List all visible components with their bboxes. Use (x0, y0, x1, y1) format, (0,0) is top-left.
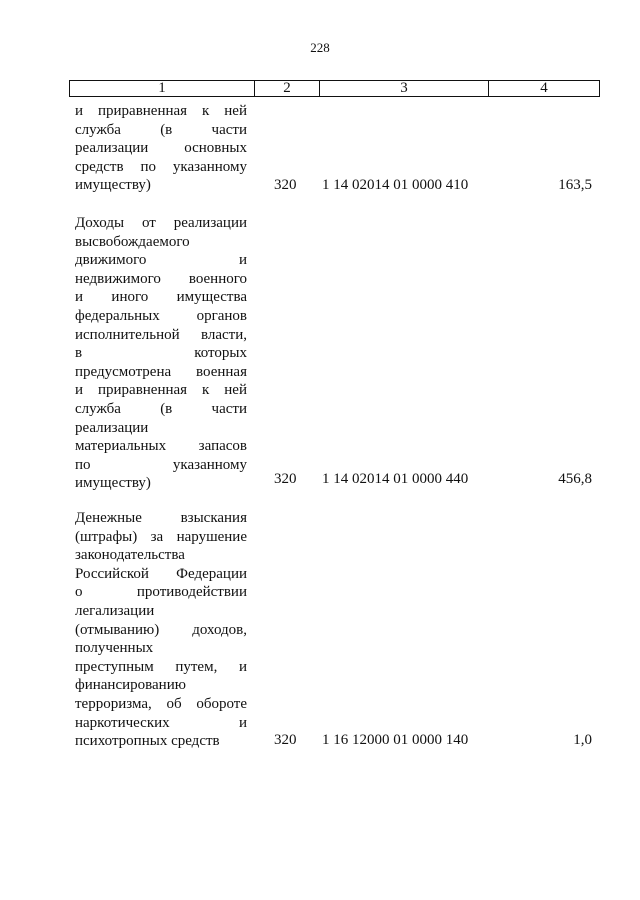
description-line: Доходы от реализации (75, 215, 247, 231)
description-line: реализации (75, 419, 149, 436)
row-admin-code: 320 (274, 177, 297, 193)
row-amount: 163,5 (558, 177, 592, 193)
description-line: высвобождаемого (75, 233, 190, 250)
description-line: Денежные взыскания (75, 510, 247, 526)
description-line: имуществу) (75, 177, 151, 194)
description-line: служба (в части (75, 121, 247, 138)
description-line: исполнительной власти, (75, 326, 247, 343)
header-col-3: 3 (320, 81, 489, 96)
description-line: психотропных средств (75, 733, 220, 750)
description-line: движимого и (75, 252, 247, 269)
page-number: 228 (310, 40, 330, 55)
description-line: о противодействии (75, 584, 247, 601)
description-line: по указанному (75, 456, 247, 473)
header-col-2: 2 (255, 81, 320, 96)
description-line: преступным путем, и (75, 658, 247, 675)
row-amount: 456,8 (558, 471, 592, 487)
description-line: материальных запасов (75, 438, 247, 455)
description-line: полученных (75, 640, 154, 657)
description-line: Российской Федерации (75, 565, 247, 582)
row-description (75, 102, 247, 195)
row-budget-code: 1 14 02014 01 0000 410 (322, 177, 469, 193)
row-budget-code: 1 16 12000 01 0000 140 (322, 732, 469, 748)
row-admin-code: 320 (274, 732, 297, 748)
description-line: и приравненная к ней (75, 382, 247, 399)
row-amount: 1,0 (573, 732, 592, 748)
row-description (75, 509, 247, 751)
description-line: (отмыванию) доходов, (75, 621, 247, 638)
row-budget-code: 1 14 02014 01 0000 440 (322, 471, 469, 487)
description-line: предусмотрена военная (75, 363, 247, 380)
description-line: федеральных органов (75, 307, 247, 324)
description-line: финансированию (75, 677, 186, 694)
description-line: законодательства (75, 547, 185, 564)
header-col-4: 4 (540, 80, 548, 96)
description-line: имуществу) (75, 475, 151, 492)
description-line: легализации (75, 602, 155, 619)
header-col-1: 1 (70, 81, 255, 96)
table-header (69, 80, 600, 97)
description-line: в которых (75, 345, 247, 362)
row-admin-code: 320 (274, 471, 297, 487)
description-line: недвижимого военного (75, 270, 247, 287)
description-line: служба (в части (75, 400, 247, 417)
description-line: (штрафы) за нарушение (75, 528, 247, 545)
description-line: реализации основных (75, 140, 247, 157)
description-line: средств по указанному (75, 158, 247, 175)
description-line: наркотических и (75, 714, 247, 731)
row-description (75, 214, 247, 493)
description-line: терроризма, об обороте (75, 695, 247, 712)
description-line: и приравненная к ней (75, 103, 247, 119)
description-line: и иного имущества (75, 289, 247, 306)
